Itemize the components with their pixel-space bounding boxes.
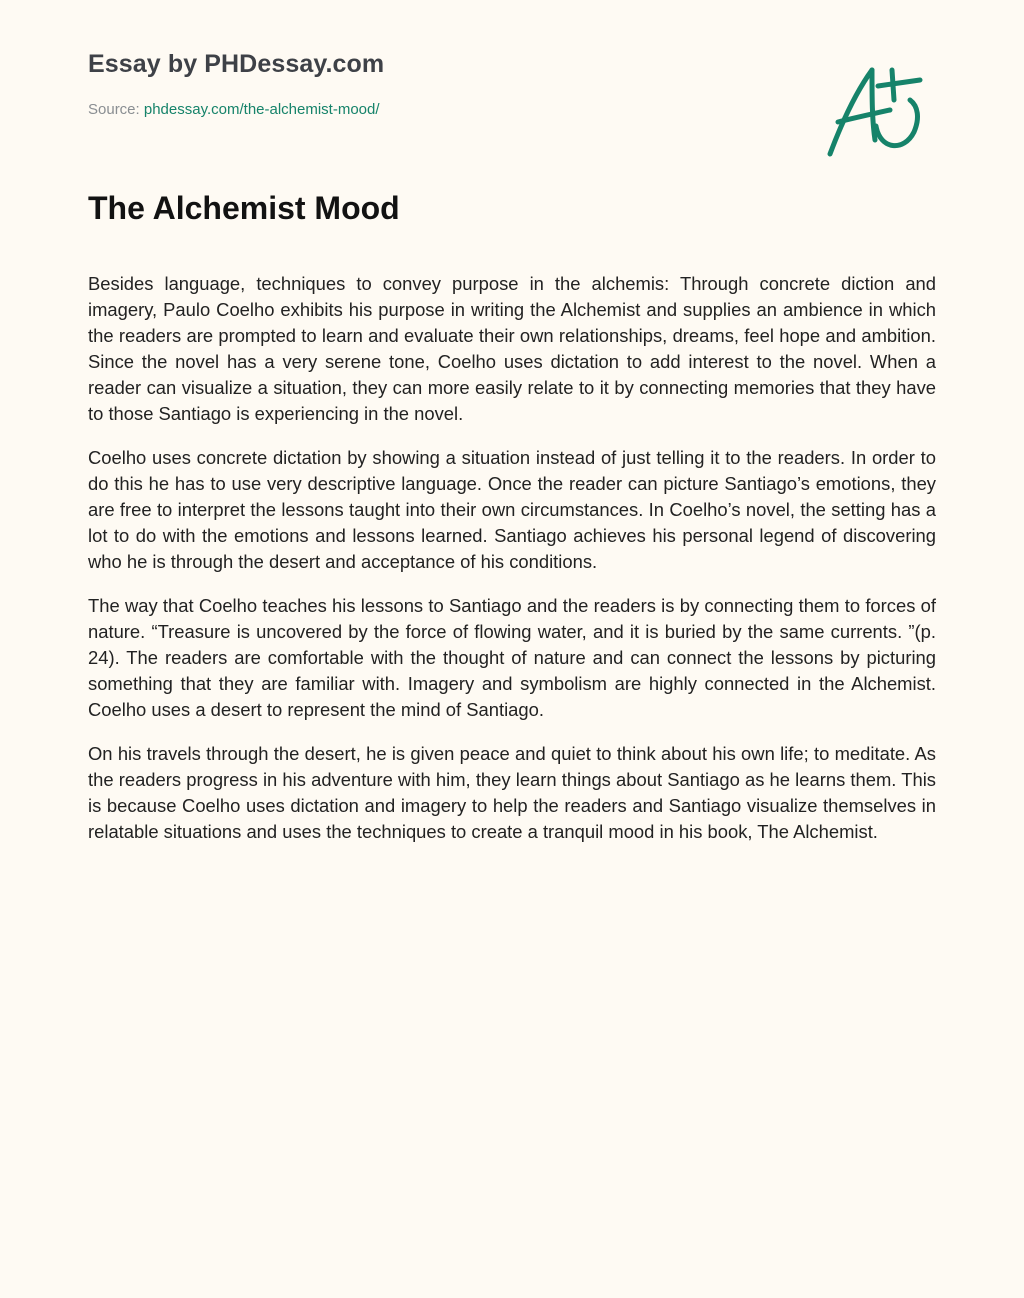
source-link[interactable]: phdessay.com/the-alchemist-mood/ — [143, 101, 380, 118]
source-label: Source: — [88, 101, 144, 118]
essay-paragraph-3: The way that Coelho teaches his lessons to Santiago and the readers is by connecting them to forces of nature. “Treasure is uncovered by the force of flowing water, and it is buried by the same currents. ”(p. 24). The readers are comfortable with the thought of nature and can connect the lessons by picturing something that they are familiar with. Imagery and symbolism are highly connected in the Alchemist. Coelho uses a desert to represent the mind of Santiago. — [88, 595, 936, 720]
a-plus-grade-icon — [820, 62, 930, 162]
essay-paragraph-4: On his travels through the desert, he is given peace and quiet to think about his own life; to meditate. As the readers progress in his adventure with him, they learn things about Santiago as he learns them. This is because Coelho uses dictation and imagery to help the readers and Santiago visualize themselves in relatable situations and uses the techniques to create a tranquil mood in his book, The Alchemist. — [88, 743, 936, 842]
site-title: Essay by PHDessay.com — [88, 50, 385, 78]
source-line — [88, 101, 380, 118]
page-title: The Alchemist Mood — [88, 190, 400, 226]
essay-paragraph-2: Coelho uses concrete dictation by showing a situation instead of just telling it to the readers. In order to do this he has to use very descriptive language. Once the reader can picture Santiago’s emotions, they are free to interpret the lessons taught into their own circumstances. In Coelho’s novel, the setting has a lot to do with the emotions and lessons learned. Santiago achieves his personal legend of discovering who he is through the desert and acceptance of his conditions. — [88, 447, 936, 572]
essay-body — [88, 271, 936, 863]
essay-paragraph-1: Besides language, techniques to convey purpose in the alchemis: Through concrete diction and imagery, Paulo Coelho exhibits his purpose in writing the Alchemist and supplies an ambience in which the readers are prompted to learn and evaluate their own relationships, dreams, feel hope and ambition. Since the novel has a very serene tone, Coelho uses dictation to add interest to the novel. When a reader can visualize a situation, they can more easily relate to it by connecting memories that they have to those Santiago is experiencing in the novel. — [88, 273, 936, 424]
